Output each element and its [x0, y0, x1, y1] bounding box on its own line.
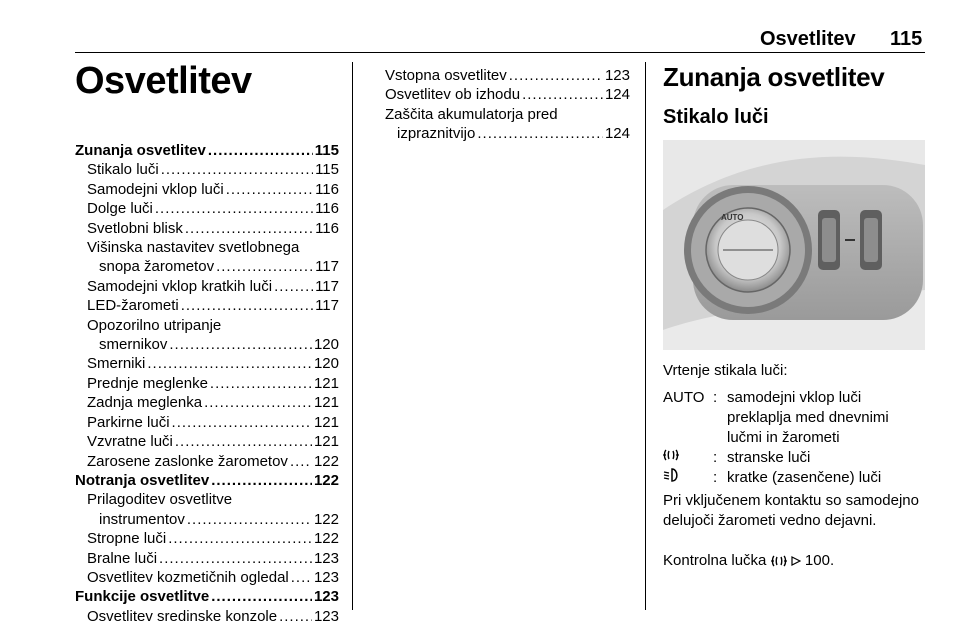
toc-entry[interactable] — [75, 432, 339, 451]
toc-entry-page: 116 — [315, 200, 339, 218]
toc-entry-page: 117 — [315, 258, 339, 276]
toc-entry-title: Zunanja osvetlitev — [75, 142, 206, 159]
toc-entry[interactable] — [75, 393, 339, 412]
switch-position-row — [663, 468, 925, 488]
toc-entry-title: Smerniki — [87, 355, 146, 373]
toc-entry-title: Osvetlitev sredinske konzole — [87, 607, 278, 625]
toc-entry-title: Osvetlitev ob izhodu — [385, 86, 521, 104]
photo-auto-label: AUTO — [721, 213, 744, 222]
toc-entry-title-cont: snopa žarometov — [99, 258, 215, 276]
side-light-icon — [771, 552, 791, 569]
leader-dots — [155, 199, 313, 218]
leader-dots — [175, 432, 312, 451]
toc-entry-page: 117 — [315, 277, 339, 295]
toc-entry-title: Dolge luči — [87, 200, 153, 218]
toc-entry-page: 124 — [604, 86, 630, 104]
toc-entry-continuation[interactable] — [75, 257, 339, 276]
toc-entry-continuation[interactable] — [75, 510, 339, 529]
leader-dots — [274, 277, 313, 296]
column-divider-right — [645, 62, 646, 610]
leader-dots — [226, 180, 313, 199]
toc-entry[interactable] — [75, 180, 339, 199]
toc-entry[interactable] — [75, 160, 339, 179]
toc-entry-title: Vstopna osvetlitev — [385, 67, 507, 84]
leader-dots — [290, 452, 312, 471]
colon-separator: : — [713, 389, 718, 406]
leader-dots — [509, 66, 603, 85]
toc-entry-page: 120 — [313, 336, 339, 354]
paragraph-control-indicator — [663, 551, 925, 571]
toc-entry[interactable] — [75, 374, 339, 393]
leader-dots — [181, 296, 313, 315]
toc-entry[interactable] — [75, 490, 339, 509]
leader-dots — [169, 335, 312, 354]
toc-section-entry[interactable] — [75, 141, 339, 160]
toc-entry-title: Parkirne luči — [87, 413, 170, 431]
leader-dots — [187, 510, 312, 529]
leader-dots — [161, 160, 313, 179]
toc-section-entry[interactable] — [75, 587, 339, 606]
toc-entry-page: 120 — [313, 355, 339, 373]
toc-entry-title-cont: smernikov — [99, 336, 168, 354]
toc-entry-title-cont: instrumentov — [99, 510, 185, 528]
paragraph-automatic-headlights: Pri vključenem kontaktu so samodejno delujoči žarometi vedno dejavni. — [663, 492, 919, 529]
toc-entry-page: 116 — [315, 219, 339, 237]
toc-entry[interactable] — [373, 66, 630, 85]
section-heading: Zunanja osvetlitev — [663, 62, 885, 92]
leader-dots — [291, 568, 312, 587]
chapter-title: Osvetlitev — [75, 60, 252, 102]
toc-entry-page: 123 — [604, 67, 630, 84]
leader-dots — [279, 607, 312, 626]
toc-entry[interactable] — [75, 607, 339, 626]
light-switch-photo — [663, 140, 925, 350]
toc-entry-continuation[interactable] — [75, 335, 339, 354]
toc-entry-page: 124 — [604, 125, 630, 143]
leader-dots — [216, 257, 313, 276]
toc-entry-page: 121 — [313, 413, 339, 431]
toc-entry[interactable] — [75, 452, 339, 471]
toc-entry[interactable] — [373, 85, 630, 104]
toc-entry-title: Samodejni vklop luči — [87, 180, 224, 198]
toc-entry-page: 121 — [313, 394, 339, 412]
para2-text: Kontrolna lučka — [663, 552, 767, 569]
switch-position-key: AUTO — [663, 389, 705, 406]
toc-entry-title: Zadnja meglenka — [87, 394, 203, 412]
switch-position-row — [663, 448, 925, 468]
intro-text: Vrtenje stikala luči: — [663, 362, 788, 379]
toc-entry[interactable] — [75, 354, 339, 373]
toc-entry[interactable] — [75, 296, 339, 315]
switch-positions-table — [663, 388, 925, 488]
toc-entry-title: Prilagoditev osvetlitve — [87, 491, 233, 509]
colon-separator: : — [713, 449, 718, 466]
toc-column-1 — [75, 141, 339, 626]
toc-entry-title: Notranja osvetlitev — [75, 471, 210, 489]
leader-dots — [210, 374, 312, 393]
colon-separator: : — [713, 469, 718, 486]
toc-entry[interactable] — [75, 529, 339, 548]
toc-entry[interactable] — [75, 199, 339, 218]
header-rule — [75, 52, 925, 53]
leader-dots — [172, 413, 312, 432]
toc-entry[interactable] — [373, 105, 630, 124]
toc-entry-title: Stikalo luči — [87, 161, 159, 179]
toc-entry[interactable] — [75, 568, 339, 587]
leader-dots — [522, 85, 603, 104]
toc-entry-title: Vzvratne luči — [87, 433, 173, 451]
toc-entry[interactable] — [75, 413, 339, 432]
toc-entry-title: LED-žarometi — [87, 297, 179, 315]
light-switch-illustration — [663, 140, 925, 350]
page-header-title: Osvetlitev — [760, 28, 856, 50]
toc-entry-title: Opozorilno utripanje — [87, 316, 222, 334]
toc-entry-page: 122 — [313, 510, 339, 528]
toc-entry-page: 115 — [315, 161, 339, 179]
toc-entry[interactable] — [75, 316, 339, 335]
toc-entry-title: Stropne luči — [87, 530, 167, 548]
leader-dots — [211, 587, 312, 606]
switch-position-description: samodejni vklop luči preklaplja med dnevnimi lučmi in žarometi — [727, 389, 889, 446]
leader-dots — [147, 354, 312, 373]
toc-section-entry[interactable] — [75, 471, 339, 490]
toc-entry[interactable] — [75, 219, 339, 238]
toc-entry-page: 115 — [314, 142, 339, 159]
leader-dots — [211, 471, 312, 490]
toc-entry[interactable] — [75, 238, 339, 257]
toc-entry-page: 116 — [315, 180, 339, 198]
toc-entry-title: Funkcije osvetlitve — [75, 588, 210, 606]
page-number: 115 — [890, 28, 923, 50]
toc-entry-page: 121 — [313, 374, 339, 392]
toc-entry-title: Višinska nastavitev svetlobnega — [87, 239, 300, 257]
leader-dots — [204, 393, 312, 412]
reference-arrow-icon — [791, 552, 805, 569]
page-reference: 100. — [804, 552, 835, 569]
leader-dots — [477, 124, 603, 143]
toc-entry-page: 122 — [313, 452, 339, 470]
switch-position-description: stranske luči — [727, 449, 811, 466]
toc-entry-title: Samodejni vklop kratkih luči — [87, 277, 273, 295]
toc-entry-page: 122 — [313, 471, 339, 489]
toc-column-2 — [373, 66, 630, 144]
toc-entry-page: 123 — [313, 549, 339, 567]
leader-dots — [168, 529, 312, 548]
toc-entry-title: Zarosene zaslonke žarometov — [87, 452, 288, 470]
toc-entry-title: Zaščita akumulatorja pred — [385, 105, 558, 123]
leader-dots — [185, 219, 313, 238]
toc-entry[interactable] — [75, 549, 339, 568]
switch-position-row — [663, 388, 925, 448]
side-light-icon — [663, 448, 713, 468]
toc-entry-page: 121 — [313, 433, 339, 451]
subsection-heading: Stikalo luči — [663, 106, 769, 128]
toc-entry-continuation[interactable] — [373, 124, 630, 143]
switch-position-description: kratke (zasenčene) luči — [727, 469, 882, 486]
toc-entry-title: Prednje meglenke — [87, 374, 208, 392]
toc-entry[interactable] — [75, 277, 339, 296]
toc-entry-title: Osvetlitev kozmetičnih ogledal — [87, 568, 289, 586]
leader-dots — [208, 141, 313, 160]
toc-entry-title-cont: izpraznitvijo — [397, 125, 476, 143]
toc-entry-page: 123 — [313, 588, 339, 606]
toc-entry-page: 122 — [313, 530, 339, 548]
toc-entry-title: Bralne luči — [87, 549, 158, 567]
toc-entry-page: 123 — [313, 568, 339, 586]
leader-dots — [159, 549, 312, 568]
column-divider-left — [352, 62, 353, 610]
toc-entry-page: 123 — [313, 607, 339, 625]
toc-entry-page: 117 — [315, 297, 339, 315]
low-beam-icon — [663, 468, 713, 488]
toc-entry-title: Svetlobni blisk — [87, 219, 183, 237]
